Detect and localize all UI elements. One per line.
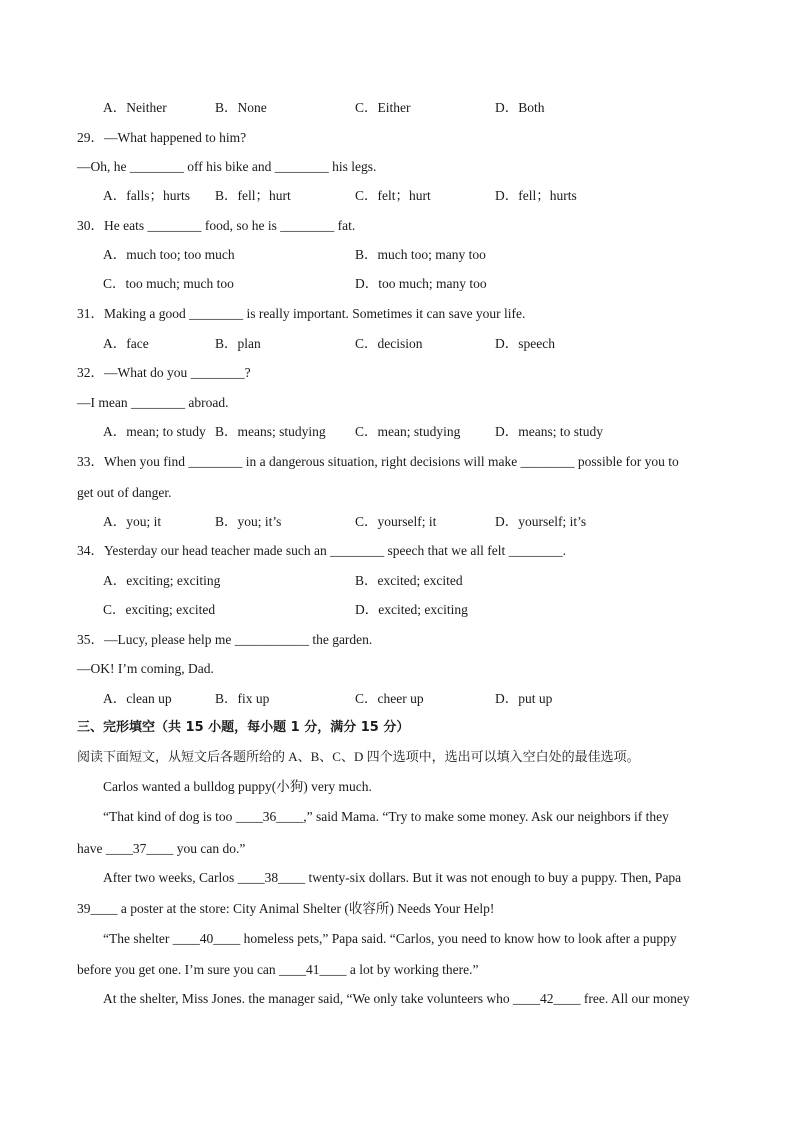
q31-option-b: B．plan [215, 336, 261, 351]
q28-option-c: C．Either [355, 100, 411, 115]
q29-option-a: A．falls；hurts [103, 188, 190, 203]
q32-option-d: D．means; to study [495, 424, 603, 439]
q32-option-a: A．mean; to study [103, 424, 206, 439]
passage-line-3: have ____37____ you can do.” [77, 841, 246, 856]
q32-stem: 32．—What do you ________? [77, 365, 251, 380]
q35-option-a: A．clean up [103, 691, 172, 706]
q31-option-d: D．speech [495, 336, 555, 351]
q30-option-c: C．too much; much too [103, 276, 234, 291]
section-instruction: 阅读下面短文，从短文后各题所给的 A、B、C、D 四个选项中，选出可以填入空白处的最佳选项。 [77, 749, 640, 764]
q35-option-d: D．put up [495, 691, 553, 706]
passage-line-5: 39____ a poster at the store: City Animal Shelter (收容所) Needs Your Help! [77, 901, 495, 916]
q29-reply: —Oh, he ________ off his bike and ________ his legs. [77, 159, 377, 174]
passage-line-6: “The shelter ____40____ homeless pets,” Papa said. “Carlos, you need to know how to look after a puppy [103, 931, 677, 946]
passage-line-4: After two weeks, Carlos ____38____ twenty-six dollars. But it was not enough to buy a puppy. Then, Papa [103, 870, 682, 885]
q33-option-c: C．yourself; it [355, 514, 437, 529]
passage-line-2: “That kind of dog is too ____36____,” said Mama. “Try to make some money. Ask our neighbors if they [103, 809, 669, 824]
q33-stem-continued: get out of danger. [77, 485, 172, 500]
q35-option-b: B．fix up [215, 691, 270, 706]
passage-line-8: At the shelter, Miss Jones. the manager said, “We only take volunteers who ____42____ free. All our money [103, 991, 690, 1006]
passage-line-7: before you get one. I’m sure you can ____41____ a lot by working there.” [77, 962, 479, 977]
section-heading: 三、完形填空（共 15 小题，每小题 1 分，满分 15 分） [77, 720, 410, 735]
q34-option-b: B．excited; excited [355, 573, 463, 588]
q33-option-a: A．you; it [103, 514, 162, 529]
passage-line-1: Carlos wanted a bulldog puppy(小狗) very much. [103, 779, 372, 794]
q30-option-a: A．much too; too much [103, 247, 235, 262]
q34-option-c: C．exciting; excited [103, 602, 216, 617]
q29-option-b: B．fell；hurt [215, 188, 291, 203]
q34-option-a: A．exciting; exciting [103, 573, 221, 588]
q34-stem: 34．Yesterday our head teacher made such an ________ speech that we all felt ________. [77, 543, 566, 558]
q33-stem: 33．When you find ________ in a dangerous situation, right decisions will make ________ possible for you to [77, 454, 679, 469]
q33-option-d: D．yourself; it’s [495, 514, 587, 529]
q30-option-d: D．too much; many too [355, 276, 487, 291]
q30-option-b: B．much too; many too [355, 247, 486, 262]
q34-option-d: D．excited; exciting [355, 602, 468, 617]
q29-stem: 29．—What happened to him? [77, 130, 247, 145]
q35-stem: 35．—Lucy, please help me ___________ the garden. [77, 632, 373, 647]
q32-option-b: B．means; studying [215, 424, 326, 439]
q28-option-a: A．Neither [103, 100, 167, 115]
q33-option-b: B．you; it’s [215, 514, 282, 529]
q28-option-d: D．Both [495, 100, 545, 115]
q32-option-c: C．mean; studying [355, 424, 461, 439]
q31-option-c: C．decision [355, 336, 423, 351]
q32-reply: —I mean ________ abroad. [77, 395, 229, 410]
q35-reply: —OK! I’m coming, Dad. [77, 661, 214, 676]
q29-option-c: C．felt；hurt [355, 188, 431, 203]
q31-stem: 31．Making a good ________ is really important. Sometimes it can save your life. [77, 306, 526, 321]
q28-option-b: B．None [215, 100, 267, 115]
q31-option-a: A．face [103, 336, 149, 351]
q30-stem: 30．He eats ________ food, so he is ________ fat. [77, 218, 356, 233]
q29-option-d: D．fell；hurts [495, 188, 577, 203]
q35-option-c: C．cheer up [355, 691, 424, 706]
